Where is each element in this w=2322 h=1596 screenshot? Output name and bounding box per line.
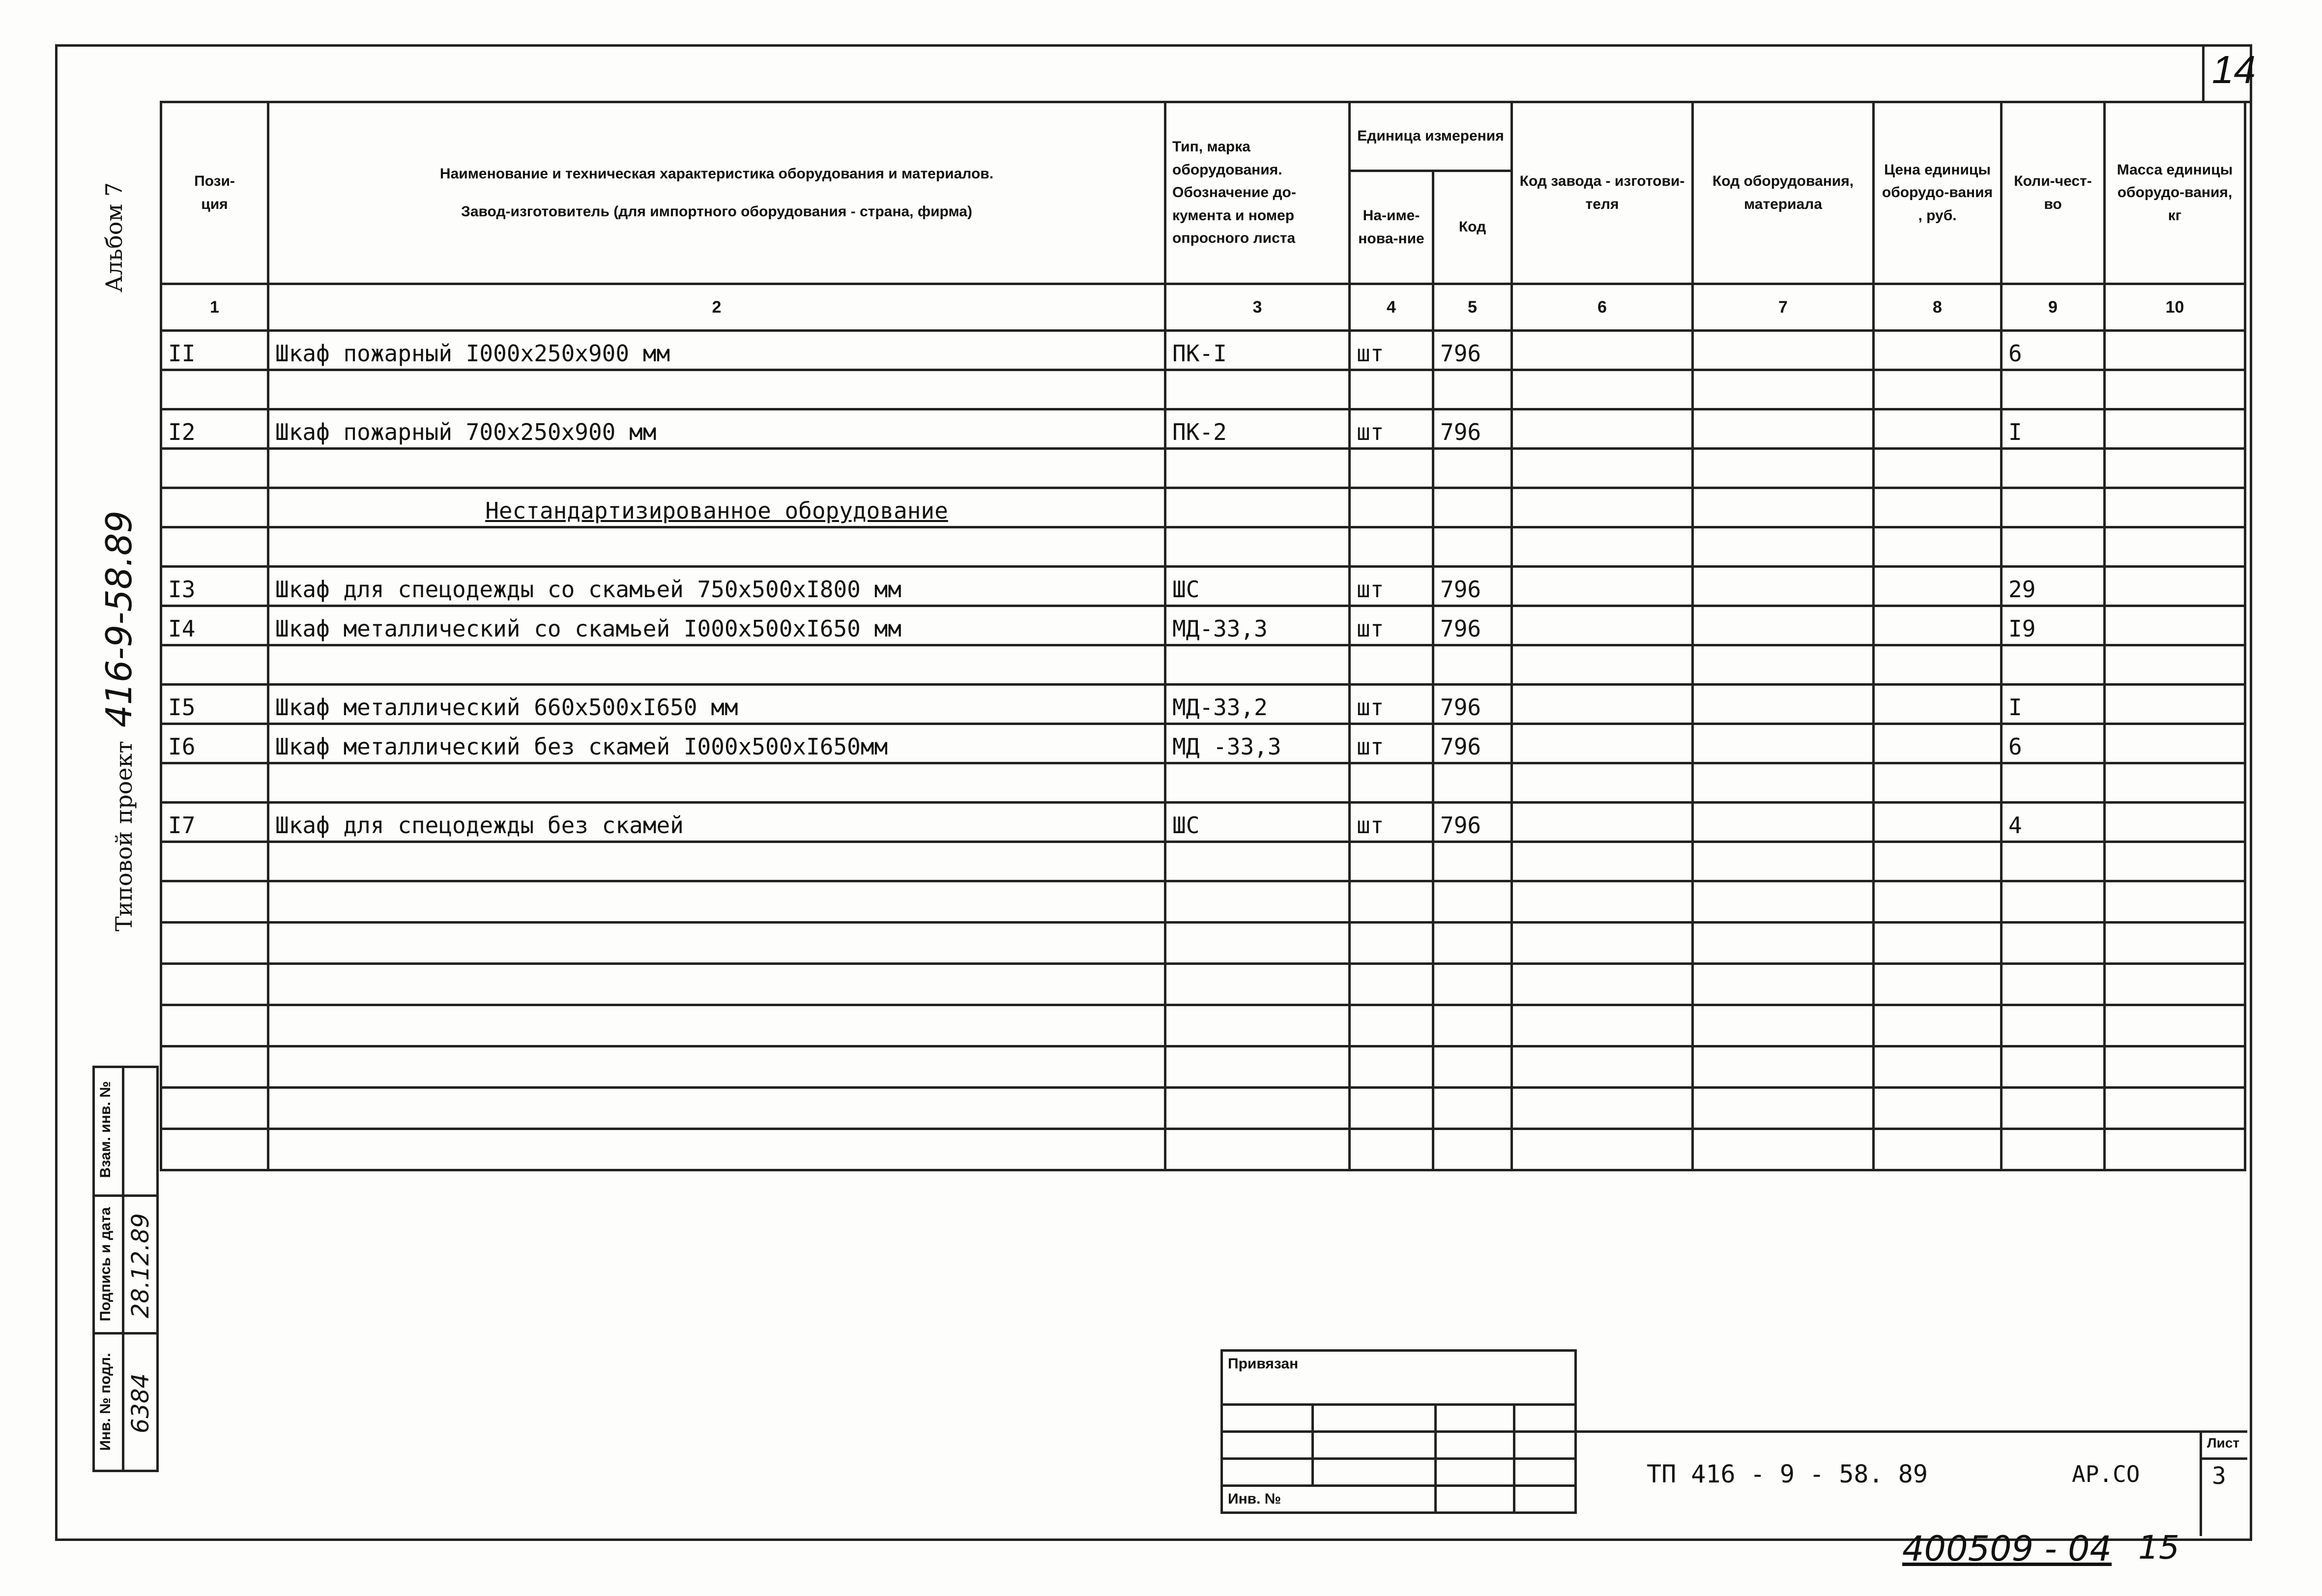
unit-code-cell: 796 (1433, 724, 1512, 763)
unit-cell (1350, 881, 1433, 923)
unit-code-cell (1433, 923, 1512, 964)
unit-code-cell (1433, 527, 1512, 567)
side-inv-cell (94, 1334, 123, 1471)
price-cell (1874, 724, 2002, 763)
mass-cell (2105, 964, 2245, 1005)
name-cell (268, 1005, 1165, 1046)
side-inv-value-cell (123, 1334, 158, 1471)
price-cell (1874, 488, 2002, 527)
col-number: 9 (2002, 284, 2105, 331)
unit-cell (1350, 1046, 1433, 1088)
position-cell: I5 (161, 685, 268, 724)
unit-cell: шт (1350, 803, 1433, 842)
side-stamp (92, 1066, 159, 1472)
quantity-cell (2002, 1046, 2105, 1088)
type-cell: МД-33,3 (1165, 606, 1350, 645)
mass-cell (2105, 1005, 2245, 1046)
equipment-code-cell (1693, 449, 1874, 488)
mass-cell (2105, 763, 2245, 803)
mass-cell (2105, 685, 2245, 724)
unit-code-cell (1433, 488, 1512, 527)
equipment-code-cell (1693, 803, 1874, 842)
quantity-cell: I9 (2002, 606, 2105, 645)
table-row (161, 645, 2245, 685)
unit-code-cell: 796 (1433, 685, 1512, 724)
factory-code-cell (1512, 606, 1693, 645)
position-cell (161, 964, 268, 1005)
unit-code-cell: 796 (1433, 409, 1512, 449)
table-row (161, 527, 2245, 567)
name-cell (268, 881, 1165, 923)
unit-cell (1350, 449, 1433, 488)
sheet-label: Лист (2207, 1435, 2240, 1451)
price-cell (1874, 331, 2002, 370)
factory-code-cell (1512, 964, 1693, 1005)
type-cell (1165, 763, 1350, 803)
quantity-cell (2002, 923, 2105, 964)
table-row (161, 964, 2245, 1005)
mass-cell (2105, 724, 2245, 763)
unit-cell (1350, 923, 1433, 964)
factory-code-cell (1512, 488, 1693, 527)
factory-code-cell (1512, 567, 1693, 606)
factory-code-cell (1512, 842, 1693, 881)
equipment-code-cell (1693, 1129, 1874, 1170)
name-cell: Шкаф металлический без скамей I000x500xI650мм (268, 724, 1165, 763)
name-cell: Шкаф пожарный 700x250x900 мм (268, 409, 1165, 449)
factory-code-cell (1512, 331, 1693, 370)
type-cell: МД -33,3 (1165, 724, 1350, 763)
table-row (161, 724, 2245, 763)
col-number: 6 (1512, 284, 1693, 331)
quantity-cell (2002, 488, 2105, 527)
price-cell (1874, 606, 2002, 645)
unit-cell: шт (1350, 331, 1433, 370)
header-name-line1: Наименование и техническая характеристика оборудования и материалов. (439, 166, 994, 182)
col-number: 5 (1433, 284, 1512, 331)
factory-code-cell (1512, 449, 1693, 488)
table-row (161, 409, 2245, 449)
quantity-cell: 6 (2002, 724, 2105, 763)
price-cell (1874, 567, 2002, 606)
factory-code-cell (1512, 724, 1693, 763)
quantity-cell (2002, 763, 2105, 803)
header-unit-name: На-име-нова-ние (1350, 171, 1433, 284)
mass-cell (2105, 449, 2245, 488)
unit-code-cell (1433, 1129, 1512, 1170)
type-cell (1165, 370, 1350, 409)
equipment-code-cell (1693, 763, 1874, 803)
type-cell (1165, 488, 1350, 527)
unit-cell (1350, 1129, 1433, 1170)
document-mark: АР.СО (2072, 1461, 2140, 1487)
quantity-cell (2002, 527, 2105, 567)
quantity-cell: I (2002, 409, 2105, 449)
table-row (161, 449, 2245, 488)
side-inv-value: 6384 (127, 1373, 154, 1434)
position-cell: I6 (161, 724, 268, 763)
header-mass: Масса единицы оборудо-вания, кг (2105, 102, 2245, 284)
quantity-cell: 6 (2002, 331, 2105, 370)
title-block-divider (1574, 1430, 2247, 1433)
unit-cell: шт (1350, 685, 1433, 724)
type-cell: ШС (1165, 803, 1350, 842)
unit-code-cell (1433, 964, 1512, 1005)
side-podpis-label: Подпись и дата (97, 1207, 114, 1322)
unit-cell: шт (1350, 724, 1433, 763)
name-cell: Шкаф для спецодежды без скамей (268, 803, 1165, 842)
table-row (161, 606, 2245, 645)
price-cell (1874, 685, 2002, 724)
quantity-cell (2002, 964, 2105, 1005)
col-number: 3 (1165, 284, 1350, 331)
unit-cell (1350, 370, 1433, 409)
side-inv-label: Инв. № подл. (97, 1353, 114, 1451)
mass-cell (2105, 567, 2245, 606)
col-number: 7 (1693, 284, 1874, 331)
equipment-code-cell (1693, 842, 1874, 881)
equipment-code-cell (1693, 923, 1874, 964)
factory-code-cell (1512, 527, 1693, 567)
table-row (161, 685, 2245, 724)
factory-code-cell (1512, 803, 1693, 842)
position-cell (161, 449, 268, 488)
mass-cell (2105, 1129, 2245, 1170)
privyazan-label: Привязан (1222, 1351, 1576, 1405)
mass-cell (2105, 645, 2245, 685)
header-position: Пози- ция (161, 102, 268, 284)
equipment-code-cell (1693, 567, 1874, 606)
type-cell (1165, 645, 1350, 685)
unit-code-cell (1433, 1046, 1512, 1088)
mass-cell (2105, 803, 2245, 842)
table-row (161, 567, 2245, 606)
side-podpis-value: 28.12.89 (127, 1213, 154, 1318)
price-cell (1874, 370, 2002, 409)
col-number: 4 (1350, 284, 1433, 331)
section-row (161, 488, 2245, 527)
type-cell (1165, 923, 1350, 964)
price-cell (1874, 964, 2002, 1005)
mass-cell (2105, 331, 2245, 370)
unit-code-cell: 796 (1433, 803, 1512, 842)
table-row (161, 1088, 2245, 1129)
side-vzam-value (123, 1067, 158, 1196)
mass-cell (2105, 606, 2245, 645)
equipment-code-cell (1693, 370, 1874, 409)
equipment-code-cell (1693, 881, 1874, 923)
header-equipment-code: Код оборудования, материала (1693, 102, 1874, 284)
unit-code-cell: 796 (1433, 606, 1512, 645)
quantity-cell: I (2002, 685, 2105, 724)
col-number: 1 (161, 284, 268, 331)
factory-code-cell (1512, 409, 1693, 449)
name-cell (268, 1129, 1165, 1170)
position-cell (161, 370, 268, 409)
position-cell (161, 1088, 268, 1129)
price-cell (1874, 449, 2002, 488)
price-cell (1874, 527, 2002, 567)
mass-cell (2105, 1088, 2245, 1129)
price-cell (1874, 842, 2002, 881)
price-cell (1874, 409, 2002, 449)
equipment-code-cell (1693, 1088, 1874, 1129)
quantity-cell (2002, 1005, 2105, 1046)
type-cell: ШС (1165, 567, 1350, 606)
name-cell: Шкаф пожарный I000x250x900 мм (268, 331, 1165, 370)
mass-cell (2105, 370, 2245, 409)
col-number: 8 (1874, 284, 2002, 331)
unit-code-cell (1433, 1005, 1512, 1046)
table-row (161, 1046, 2245, 1088)
unit-code-cell (1433, 763, 1512, 803)
type-cell: ПК-2 (1165, 409, 1350, 449)
price-cell (1874, 763, 2002, 803)
unit-cell (1350, 488, 1433, 527)
unit-code-cell (1433, 842, 1512, 881)
header-factory-code: Код завода - изготови-теля (1512, 102, 1693, 284)
table-row (161, 331, 2245, 370)
price-cell (1874, 1088, 2002, 1129)
header-price: Цена единицы оборудо-вания , руб. (1874, 102, 2002, 284)
inv-label: Инв. № (1222, 1486, 1436, 1513)
position-cell (161, 488, 268, 527)
mass-cell (2105, 488, 2245, 527)
side-podpis-value-cell (123, 1196, 158, 1334)
price-cell (1874, 1046, 2002, 1088)
spec-table (160, 101, 2246, 1171)
header-quantity: Коли-чест-во (2002, 102, 2105, 284)
unit-cell (1350, 1005, 1433, 1046)
section-title: Нестандартизированное оборудование (268, 488, 1165, 527)
side-vzam-label: Взам. инв. № (97, 1081, 114, 1178)
table-row (161, 881, 2245, 923)
quantity-cell: 29 (2002, 567, 2105, 606)
name-cell (268, 1088, 1165, 1129)
equipment-code-cell (1693, 964, 1874, 1005)
position-cell (161, 527, 268, 567)
unit-cell (1350, 645, 1433, 685)
table-row (161, 842, 2245, 881)
equipment-code-cell (1693, 724, 1874, 763)
position-cell (161, 1129, 268, 1170)
factory-code-cell (1512, 370, 1693, 409)
project-code: 416-9-58.89 (98, 510, 140, 727)
mass-cell (2105, 409, 2245, 449)
unit-cell: шт (1350, 606, 1433, 645)
sheet-corner-number: 14 (2212, 48, 2256, 91)
equipment-code-cell (1693, 606, 1874, 645)
type-cell (1165, 964, 1350, 1005)
unit-cell (1350, 763, 1433, 803)
position-cell: I2 (161, 409, 268, 449)
col-number: 2 (268, 284, 1165, 331)
unit-code-cell (1433, 881, 1512, 923)
price-cell (1874, 1005, 2002, 1046)
unit-cell: шт (1350, 567, 1433, 606)
position-cell (161, 645, 268, 685)
price-cell (1874, 881, 2002, 923)
unit-cell (1350, 1088, 1433, 1129)
header-unit-code: Код (1433, 171, 1512, 284)
position-cell (161, 842, 268, 881)
price-cell (1874, 1129, 2002, 1170)
equipment-code-cell (1693, 1005, 1874, 1046)
unit-cell (1350, 527, 1433, 567)
equipment-code-cell (1693, 645, 1874, 685)
table-row (161, 803, 2245, 842)
position-cell (161, 1046, 268, 1088)
equipment-code-cell (1693, 685, 1874, 724)
sheet-box-divider (2200, 1457, 2247, 1460)
bottom-note: 400509 - 04 (1902, 1529, 2112, 1569)
unit-code-cell: 796 (1433, 567, 1512, 606)
equipment-code-cell (1693, 488, 1874, 527)
mass-cell (2105, 923, 2245, 964)
document-code: ТП 416 - 9 - 58. 89 (1647, 1460, 1928, 1488)
album-label: Альбом 7 (101, 182, 127, 292)
table-row (161, 923, 2245, 964)
type-cell (1165, 527, 1350, 567)
name-cell: Шкаф металлический со скамьей I000x500xI650 мм (268, 606, 1165, 645)
quantity-cell (2002, 881, 2105, 923)
unit-code-cell (1433, 370, 1512, 409)
mass-cell (2105, 527, 2245, 567)
table-row (161, 370, 2245, 409)
quantity-cell (2002, 1088, 2105, 1129)
bottom-page: 15 (2138, 1529, 2179, 1567)
side-podpis-cell (94, 1196, 123, 1334)
type-cell (1165, 449, 1350, 488)
type-cell (1165, 842, 1350, 881)
unit-code-cell (1433, 1088, 1512, 1129)
sheet-value: 3 (2212, 1462, 2226, 1490)
name-cell (268, 370, 1165, 409)
equipment-code-cell (1693, 409, 1874, 449)
factory-code-cell (1512, 881, 1693, 923)
quantity-cell (2002, 645, 2105, 685)
factory-code-cell (1512, 1046, 1693, 1088)
table-row (161, 1129, 2245, 1170)
position-cell (161, 1005, 268, 1046)
type-cell (1165, 1129, 1350, 1170)
position-cell (161, 923, 268, 964)
type-cell: МД-33,2 (1165, 685, 1350, 724)
quantity-cell (2002, 842, 2105, 881)
quantity-cell (2002, 449, 2105, 488)
col-number: 10 (2105, 284, 2245, 331)
equipment-code-cell (1693, 331, 1874, 370)
name-cell: Шкаф металлический 660x500xI650 мм (268, 685, 1165, 724)
name-cell (268, 449, 1165, 488)
spec-rows (161, 331, 2245, 1170)
header-name-line2: Завод-изготовитель (для импортного оборудования - страна, фирма) (461, 203, 972, 220)
table-row (161, 763, 2245, 803)
side-vzam-cell (94, 1067, 123, 1196)
factory-code-cell (1512, 1005, 1693, 1046)
equipment-code-cell (1693, 527, 1874, 567)
type-cell (1165, 1005, 1350, 1046)
unit-cell (1350, 842, 1433, 881)
factory-code-cell (1512, 763, 1693, 803)
name-cell (268, 964, 1165, 1005)
quantity-cell (2002, 1129, 2105, 1170)
unit-code-cell (1433, 449, 1512, 488)
position-cell: I7 (161, 803, 268, 842)
name-cell: Шкаф для спецодежды со скамьей 750x500xI800 мм (268, 567, 1165, 606)
factory-code-cell (1512, 1088, 1693, 1129)
project-label: Типовой проект (111, 741, 137, 931)
factory-code-cell (1512, 685, 1693, 724)
unit-cell: шт (1350, 409, 1433, 449)
factory-code-cell (1512, 645, 1693, 685)
name-cell (268, 1046, 1165, 1088)
position-cell: II (161, 331, 268, 370)
unit-code-cell: 796 (1433, 331, 1512, 370)
name-cell (268, 645, 1165, 685)
header-type: Тип, марка оборудования. Обозначение до-кумента и номер опросного листа (1165, 102, 1350, 284)
privyazan-stamp (1220, 1349, 1577, 1514)
unit-code-cell (1433, 645, 1512, 685)
price-cell (1874, 803, 2002, 842)
type-cell (1165, 881, 1350, 923)
table-row (161, 1005, 2245, 1046)
position-cell (161, 763, 268, 803)
name-cell (268, 527, 1165, 567)
factory-code-cell (1512, 1129, 1693, 1170)
mass-cell (2105, 842, 2245, 881)
name-cell (268, 763, 1165, 803)
type-cell (1165, 1046, 1350, 1088)
position-cell: I4 (161, 606, 268, 645)
quantity-cell (2002, 370, 2105, 409)
mass-cell (2105, 881, 2245, 923)
header-name (268, 102, 1165, 284)
factory-code-cell (1512, 923, 1693, 964)
quantity-cell: 4 (2002, 803, 2105, 842)
type-cell: ПК-I (1165, 331, 1350, 370)
unit-cell (1350, 964, 1433, 1005)
type-cell (1165, 1088, 1350, 1129)
price-cell (1874, 923, 2002, 964)
name-cell (268, 923, 1165, 964)
name-cell (268, 842, 1165, 881)
mass-cell (2105, 1046, 2245, 1088)
equipment-code-cell (1693, 1046, 1874, 1088)
position-cell: I3 (161, 567, 268, 606)
position-cell (161, 881, 268, 923)
header-unit-group: Единица измерения (1350, 102, 1512, 171)
price-cell (1874, 645, 2002, 685)
